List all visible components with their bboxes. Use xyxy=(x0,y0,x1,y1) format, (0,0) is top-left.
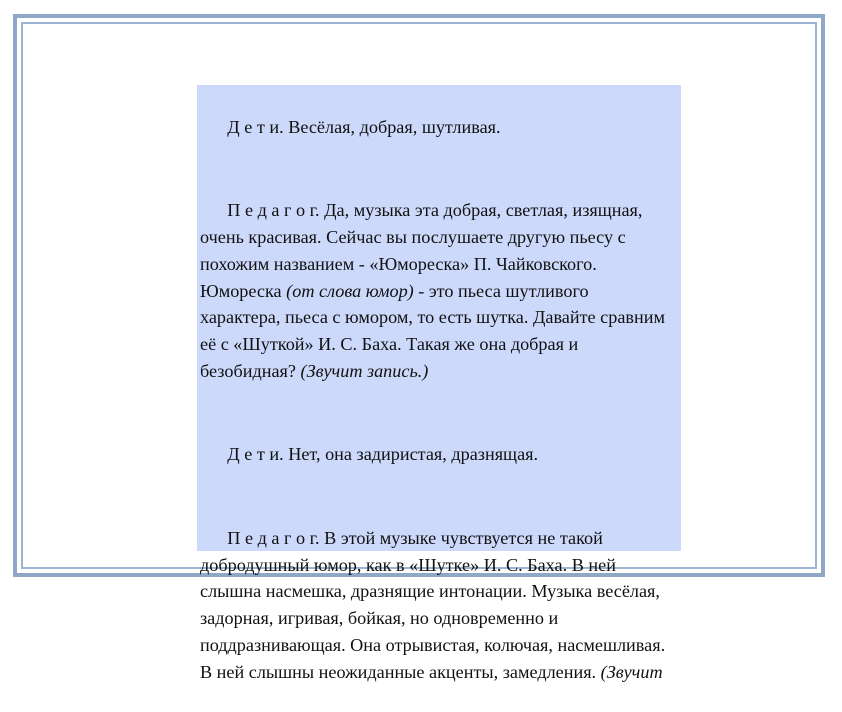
speech-text: В этой музыке чувствуется не такой добродушный юмор, как в «Шутке» И. С. Баха. В ней слышна насмешка, дразнящие интонации. Музыка весёлая, задорная, игривая, бойкая, но одновременно и поддразнивающая. Она отрывистая, колючая, насмешливая. В ней слышны неожиданные акценты, замедления. xyxy=(200,527,670,682)
speech-text: Весёлая, добрая, шутливая. xyxy=(288,116,501,137)
stage-direction: (Звучит запись.) xyxy=(300,360,429,381)
stage-direction: (Звучит xyxy=(600,661,663,682)
italic-remark: (от слова юмор) xyxy=(286,280,414,301)
speech-text: - это пьеса шутливого характера, пьеса с юмором, то есть шутка. Давайте сравним её с «Шуткой» И. С. Баха. Такая же она добрая и безобидная? xyxy=(200,280,670,381)
dialogue-paragraph xyxy=(200,498,677,712)
speaker-label: П е д а г о г. xyxy=(227,527,325,548)
speech-text: Да, музыка эта добрая, светлая, изящная, очень красивая. Сейчас вы послушаете другую пьесу с похожим названием - «Юмореска» П. Чайковского. Юмореска xyxy=(200,200,648,301)
dialogue-paragraph xyxy=(200,87,677,167)
dialogue-paragraph xyxy=(200,415,677,495)
speaker-label: П е д а г о г. xyxy=(227,200,325,221)
dialogue-text-box xyxy=(197,85,681,682)
speech-text: Нет, она задиристая, дразнящая. xyxy=(288,444,539,465)
speaker-label: Д е т и. xyxy=(227,116,289,137)
dialogue-paragraph xyxy=(200,170,677,411)
speaker-label: Д е т и. xyxy=(227,444,289,465)
